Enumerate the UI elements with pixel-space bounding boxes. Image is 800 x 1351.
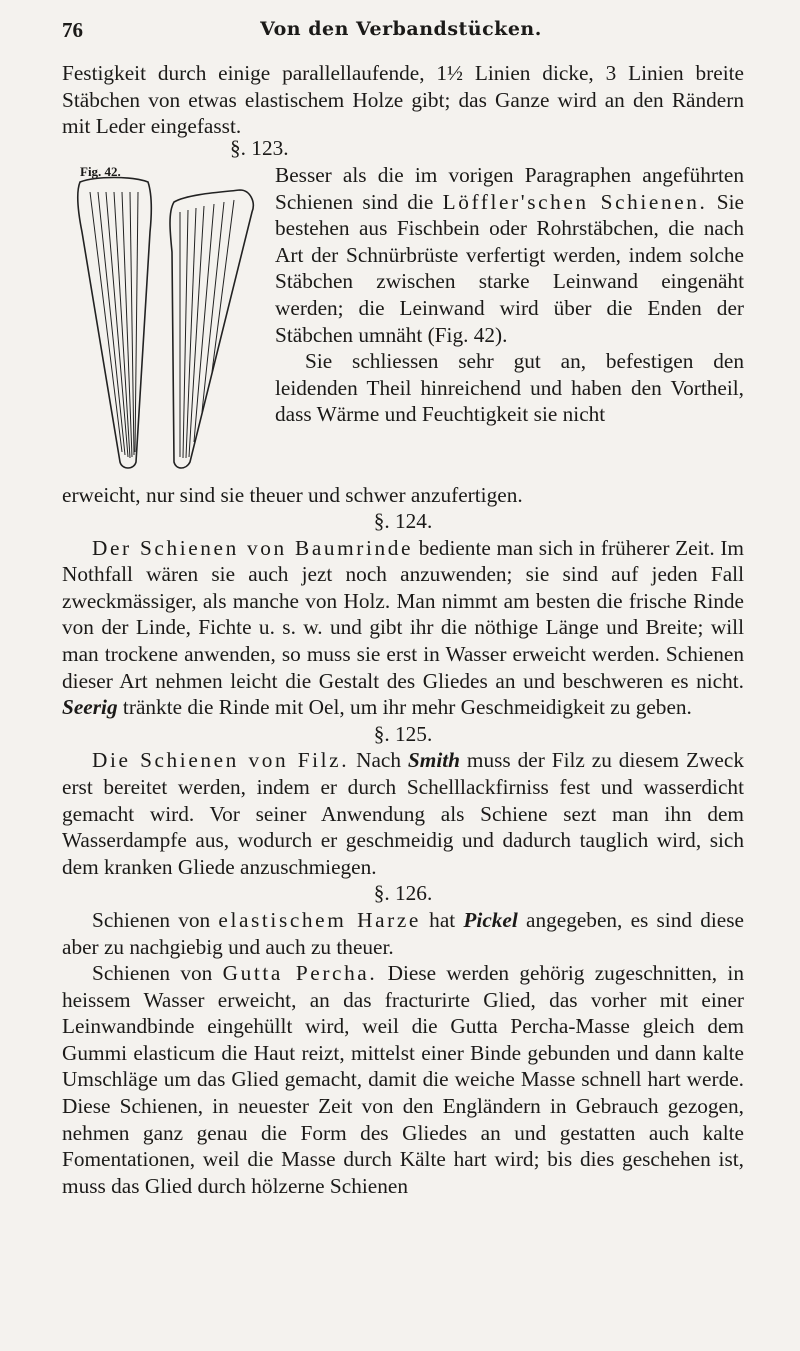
intro-paragraph — [62, 60, 744, 140]
section-125-paragraph — [62, 747, 744, 880]
spaced-term: Gutta Percha. — [222, 961, 378, 986]
text-run: Sie bestehen aus Fischbein oder Rohrstäbchen, die nach Art der Schnürbrüste verfertigt werden, indem solche Stäbchen zwischen starke Leinwand eingenäht werden; die Leinwand wird über die Enden der Stäbchen umnäht (Fig. 42). — [275, 189, 745, 347]
section-123-tail-text: erweicht, nur sind sie theuer und schwer anzufertigen. — [62, 483, 523, 507]
section-124-paragraph — [62, 535, 744, 721]
section-123-tail — [62, 482, 744, 509]
text-run: hat — [420, 907, 464, 932]
text-run: angegeben, es sind diese aber zu nachgiebig und auch zu theuer. — [62, 907, 744, 959]
spaced-term: elastischem Harze — [218, 907, 421, 932]
intro-text: Festigkeit durch einige parallellaufende, 1½ Linien dicke, 3 Linien breite Stäbchen von etwas elastischem Holze gibt; das Ganze wird an den Rändern mit Leder eingefasst. — [62, 61, 744, 139]
text-run: tränkte die Rinde mit Oel, um ihr mehr Geschmeidigkeit zu geben. — [117, 695, 692, 720]
section-123-paragraph-2: Sie schliessen sehr gut an, befestigen den leidenden Theil hinreichend und haben den Vortheil, dass Wärme und Feuchtigkeit sie nicht — [275, 349, 744, 427]
author-name: Smith — [407, 748, 461, 773]
page-header — [62, 18, 740, 48]
text-run: Schienen von — [92, 907, 219, 932]
text-run: Besser als die im vorigen Paragraphen angeführten Schienen sind die — [275, 163, 744, 214]
running-title: Von den Verbandstücken. — [260, 18, 542, 40]
text-run: bediente man sich in früherer Zeit. Im Nothfall wären sie auch jezt noch anzuwenden; sie sind auf jeden Fall zweckmässiger, als manche von Holz. Man nimmt am besten die frische Rinde von der Linde, Fichte u. s. w. und gibt ihr die nöthige Länge und Breite; will man trockene anwenden, so muss sie erst in Wasser erweicht werden. Schienen dieser Art nehmen leicht die Gestalt des Gliedes an und beschweren es nicht. — [62, 535, 744, 693]
section-123-body — [275, 162, 744, 428]
text-run: muss der Filz zu diesem Zweck erst bereitet werden, indem er durch Schelllackfirniss fest und wasserdicht gemacht wird. Vor seiner Anwendung als Schiene sezt man ihn dem Wasserdampfe aus, wodurch er geschmeidig und dadurch tauglich wird, sich dem kranken Gliede anzuschmiegen. — [62, 748, 744, 879]
main-body — [62, 508, 744, 1199]
section-heading-125: §. 125. — [373, 721, 433, 746]
section-heading-126: §. 126. — [373, 881, 433, 906]
text-run: Nach — [349, 748, 408, 773]
spaced-term: Löffler'schen Schienen. — [442, 189, 708, 214]
page-number: 76 — [62, 18, 83, 42]
spaced-term: Der Schienen von Baumrinde — [92, 535, 414, 560]
text-run: Diese werden gehörig zugeschnitten, in heissem Wasser erweicht, an das fracturirte Glied, das vorher mit einer Leinwandbinde eingehüllt wird, weil die Gutta Percha-Masse gleich dem Gummi elasticum die Haut reizt, mittelst einer Binde gebunden und dann kalte Umschläge um das Glied gemacht, damit die weiche Masse schnell hart werde. Diese Schienen, in neuester Zeit von den Engländern in Gebrauch gezogen, nehmen ganz genau die Form des Gliedes an und gestatten auch kalte Fomentationen, weil die Masse durch Kälte hart wird; bis dies geschehen ist, muss das Glied durch hölzerne Schienen — [62, 961, 744, 1198]
text-run: Schienen von — [92, 961, 223, 986]
author-name: Pickel — [463, 907, 518, 932]
section-126-paragraph-1 — [62, 907, 744, 960]
figure-label: Fig. 42. — [80, 164, 121, 179]
splint-figure — [62, 172, 262, 472]
section-123-paragraph-1 — [275, 162, 744, 348]
section-heading-123: §. 123. — [230, 136, 289, 160]
spaced-term: Die Schienen von Filz. — [92, 748, 350, 773]
section-126-paragraph-2 — [62, 960, 744, 1199]
author-name: Seerig — [62, 695, 118, 720]
section-heading-124: §. 124. — [373, 509, 433, 533]
